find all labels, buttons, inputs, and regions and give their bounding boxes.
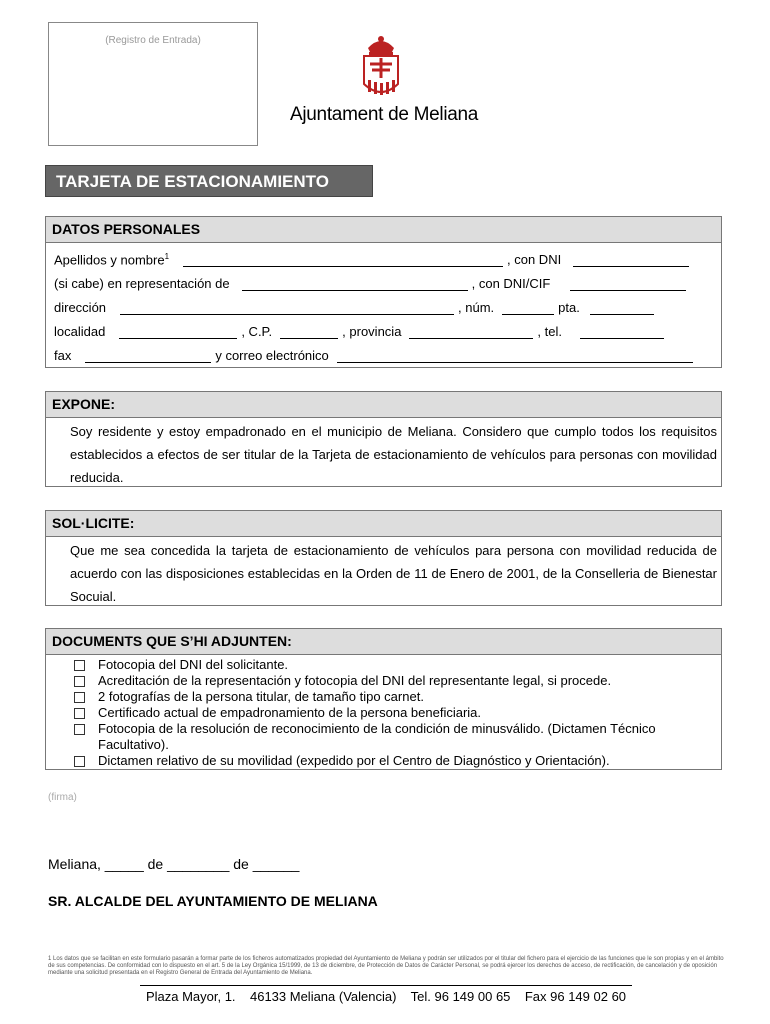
document-checkbox-item[interactable]: Dictamen relativo de su movilidad (expedido por el Centro de Diagnóstico y Orientación). — [74, 753, 713, 769]
document-checkbox-item[interactable]: Acreditación de la representación y fotocopia del DNI del representante legal, si procede. — [74, 673, 713, 689]
page-title: TARJETA DE ESTACIONAMIENTO — [45, 165, 373, 197]
dni-cif-field[interactable] — [570, 276, 686, 291]
fax-field[interactable] — [85, 348, 211, 363]
apellidos-field[interactable] — [183, 252, 503, 267]
con-dni-label: , con DNI — [507, 252, 562, 267]
expone-section — [45, 391, 722, 487]
provincia-label: , provincia — [342, 324, 402, 339]
section-heading: DOCUMENTS QUE S’HI ADJUNTEN: — [46, 629, 721, 655]
document-checkbox-item[interactable]: Certificado actual de empadronamiento de la persona beneficiaria. — [74, 705, 713, 721]
fax-label: fax — [54, 348, 72, 363]
provincia-field[interactable] — [409, 324, 533, 339]
apellidos-label: Apellidos y nombre$^1$ — [54, 251, 170, 267]
direccion-label: dirección — [54, 300, 107, 315]
row-localidad — [46, 315, 721, 339]
municipality-name: Ajuntament de Meliana — [290, 104, 479, 125]
solicite-text: Que me sea concedida la tarjeta de estacionamiento de vehículos para persona con movilidad reducida de acuerdo con las disposiciones establecidas en la Orden de 11 de Enero de 2001, de la Conselleria de Bienestar Socuial. — [70, 543, 717, 604]
tel-label: , tel. — [537, 324, 562, 339]
document-checkbox-item[interactable]: Fotocopia del DNI del solicitante. — [74, 657, 713, 673]
representacion-field[interactable] — [242, 276, 468, 291]
document-checkbox-item[interactable]: Fotocopia de la resolución de reconocimiento de la condición de minusválido. (Dictamen Técnico Facultativo). — [74, 721, 713, 753]
expone-text: Soy residente y estoy empadronado en el municipio de Meliana. Considero que cumplo todos los requisitos establecidos a efectos de ser titular de la Tarjeta de estacionamiento de vehículos para personas con movilidad reducida. — [70, 424, 717, 485]
section-heading: SOL·LICITE: — [46, 511, 721, 537]
row-fax — [46, 339, 721, 363]
datos-personales-section — [45, 216, 722, 368]
documents-list — [46, 655, 721, 771]
pta-field[interactable] — [590, 300, 654, 315]
con-dni-cif-label: , con DNI/CIF — [471, 276, 551, 291]
section-heading: DATOS PERSONALES — [46, 217, 721, 243]
representacion-label: (si cabe) en representación de — [54, 276, 230, 291]
registro-entrada-box — [48, 22, 258, 146]
addressee: SR. ALCALDE DEL AYUNTAMIENTO DE MELIANA — [48, 893, 378, 909]
date-line: Meliana, _____ de ________ de ______ — [48, 856, 300, 872]
direccion-field[interactable] — [120, 300, 454, 315]
email-field[interactable] — [337, 348, 693, 363]
cp-field[interactable] — [280, 324, 338, 339]
footer-address: Plaza Mayor, 1. 46133 Meliana (Valencia) Tel. 96 149 00 65 Fax 96 149 02 60 — [145, 989, 627, 1004]
row-apellidos — [46, 243, 721, 267]
dni-field[interactable] — [573, 252, 689, 267]
num-label: , núm. — [458, 300, 495, 315]
tel-field[interactable] — [580, 324, 664, 339]
correo-label: y correo electrónico — [215, 348, 329, 363]
footnote: 1 Los datos que se facilitan en este formulario pasarán a formar parte de los ficheros automatizados propiedad del Ayuntamiento de Meliana y podrán ser utilizados por el titular del fichero para el ejercicio de las funciones que le son propias y en el ámbito de sus competencias. De conformidad con lo dispuesto en el art. 5 de la Ley Orgánica 15/1999, de 13 de diciembre, de Protección de Datos de Carácter Personal, se podrá ejercer los derechos de acceso, de rectificación, de cancelación y de oposición mediante una solicitud presentada en el Registro General de Entrada del Ayuntamiento de Meliana. — [48, 956, 724, 976]
localidad-label: localidad — [54, 324, 106, 339]
document-checkbox-item[interactable]: 2 fotografías de la persona titular, de tamaño tipo carnet. — [74, 689, 713, 705]
row-direccion — [46, 291, 721, 315]
section-heading: EXPONE: — [46, 392, 721, 418]
coat-of-arms-icon — [358, 30, 404, 102]
signature-label: (firma) — [48, 792, 77, 803]
footer-divider — [140, 985, 632, 986]
localidad-field[interactable] — [119, 324, 237, 339]
cp-label: , C.P. — [241, 324, 273, 339]
solicite-section — [45, 510, 722, 606]
registro-label: (Registro de Entrada) — [105, 35, 201, 46]
documents-section — [45, 628, 722, 770]
row-representacion — [46, 267, 721, 291]
num-field[interactable] — [502, 300, 554, 315]
pta-label: pta. — [558, 300, 580, 315]
